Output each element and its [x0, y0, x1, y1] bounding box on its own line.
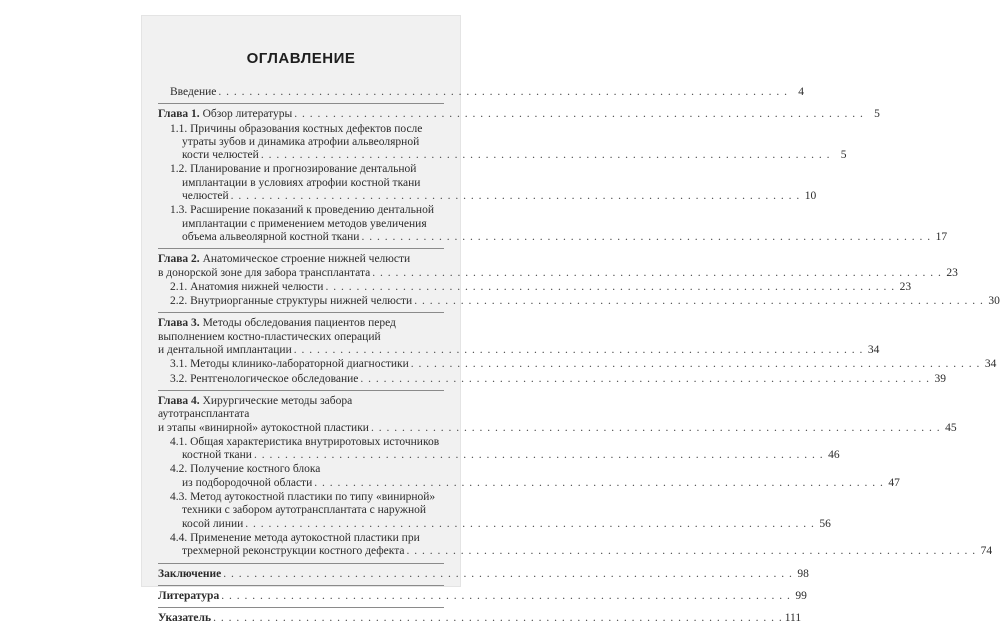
- toc-page-number: 99: [795, 589, 807, 602]
- dot-leader: [218, 86, 788, 99]
- toc-page-number: 34: [984, 358, 997, 371]
- toc-page-number: 74: [980, 545, 993, 558]
- dot-leader: [294, 344, 864, 357]
- dot-leader: [213, 612, 783, 625]
- toc-page-number: 45: [945, 421, 957, 434]
- toc-entry-literature[interactable]: [158, 589, 807, 603]
- toc-section-1-1[interactable]: [158, 122, 847, 163]
- chapter-title-line: и этапы «винирной» аутокостной пластики: [158, 421, 369, 434]
- section-title-line: 3.2. Рентгенологическое обследование: [170, 372, 359, 385]
- divider: [158, 563, 444, 564]
- toc-entry-label: Указатель: [158, 612, 212, 625]
- dot-leader: [254, 449, 824, 462]
- toc-entry-intro[interactable]: [158, 86, 804, 99]
- dot-leader: [361, 231, 931, 244]
- toc-page-number: 4: [798, 86, 804, 98]
- chapter-label: Глава 4.: [158, 394, 200, 407]
- toc-entry-label: Введение: [170, 86, 217, 98]
- section-title-line: объема альвеолярной костной ткани: [182, 230, 360, 243]
- toc-section-4-1[interactable]: [158, 435, 840, 463]
- section-title-line: 4.4. Применение метода аутокостной пластики при: [170, 531, 420, 544]
- dot-leader: [411, 358, 981, 371]
- toc-page-number: 5: [874, 108, 880, 121]
- chapter-title: Анатомическое строение нижней челюсти: [202, 253, 411, 266]
- toc-page-number: 111: [784, 612, 802, 625]
- toc-page-number: 30: [988, 295, 1000, 308]
- chapter-title-line: выполнением костно-пластических операций: [158, 330, 381, 343]
- toc-chapter-2[interactable]: [158, 253, 958, 280]
- dot-leader: [294, 108, 864, 121]
- toc-section-4-3[interactable]: [158, 491, 831, 531]
- toc-page-number: 39: [934, 372, 947, 385]
- divider: [158, 390, 444, 391]
- section-title-line: 1.2. Планирование и прогнозирование дентальной: [170, 163, 417, 176]
- toc-chapter-1[interactable]: [158, 108, 880, 121]
- toc-page-number: 56: [819, 517, 831, 530]
- dot-leader: [245, 518, 815, 531]
- dot-leader: [372, 267, 942, 280]
- toc-page-number: 10: [804, 190, 817, 203]
- divider: [158, 312, 444, 313]
- toc-page-number: 23: [946, 266, 958, 279]
- dot-leader: [406, 545, 976, 558]
- section-title-line: имплантации с применением методов увеличения: [182, 217, 427, 230]
- toc-section-2-2[interactable]: [158, 295, 1000, 308]
- toc-section-3-1[interactable]: [158, 358, 997, 371]
- chapter-title-line: в донорской зоне для забора трансплантата: [158, 266, 371, 279]
- chapter-label: Глава 2.: [158, 253, 200, 266]
- toc-page-number: 47: [888, 476, 900, 489]
- section-title-line: из подбородочной области: [182, 476, 313, 489]
- toc-entry-conclusion[interactable]: [158, 567, 809, 581]
- chapter-title: Хирургические методы забора аутотрансплантата: [158, 394, 353, 421]
- section-title-line: имплантации в условиях атрофии костной ткани: [182, 176, 421, 189]
- section-title-line: челюстей: [182, 190, 229, 203]
- toc-section-1-2[interactable]: [158, 163, 817, 203]
- toc-section-1-3[interactable]: [158, 204, 948, 244]
- dot-leader: [231, 190, 801, 203]
- dot-leader: [325, 281, 895, 294]
- toc-entry-label: Литература: [158, 589, 220, 602]
- section-title-line: 1.3. Расширение показаний к проведению дентальной: [170, 204, 434, 217]
- dot-leader: [371, 422, 941, 435]
- page-title: ОГЛАВЛЕНИЕ: [246, 50, 356, 67]
- toc-page-number: 17: [935, 230, 948, 243]
- toc-page-number: 34: [867, 344, 880, 357]
- chapter-title-line: и дентальной имплантации: [158, 344, 292, 357]
- toc-page-number: 23: [899, 280, 912, 293]
- toc-page-number: 5: [840, 149, 847, 162]
- divider: [158, 607, 444, 608]
- chapter-label: Глава 3.: [158, 317, 200, 330]
- toc-page-number: 98: [797, 567, 809, 580]
- divider: [158, 103, 444, 104]
- dot-leader: [360, 373, 930, 386]
- dot-leader: [223, 568, 793, 581]
- dot-leader: [414, 295, 984, 308]
- toc-chapter-3[interactable]: [158, 317, 880, 357]
- toc-chapter-4[interactable]: [158, 394, 957, 435]
- section-title-line: 4.1. Общая характеристика внутриротовых источников: [170, 435, 440, 448]
- section-title-line: утраты зубов и динамика атрофии альвеолярной: [182, 135, 420, 148]
- toc-section-4-4[interactable]: [158, 531, 993, 559]
- table-of-contents: [158, 86, 1000, 626]
- book-page: [142, 16, 1000, 625]
- section-title-line: кости челюстей: [182, 149, 259, 162]
- divider: [158, 585, 444, 586]
- toc-section-4-2[interactable]: [158, 463, 900, 490]
- dot-leader: [261, 149, 831, 162]
- section-title-line: техники с забором аутотрансплантата с наружной: [182, 504, 427, 517]
- section-title-line: 3.1. Методы клинико-лабораторной диагностики: [170, 358, 409, 371]
- divider: [158, 248, 444, 249]
- section-title-line: 2.1. Анатомия нижней челюсти: [170, 280, 324, 293]
- chapter-title: Методы обследования пациентов перед: [202, 317, 396, 330]
- section-title-line: 4.2. Получение костного блока: [170, 463, 321, 476]
- chapter-title: Обзор литературы: [202, 108, 293, 121]
- section-title-line: косой линии: [182, 517, 244, 530]
- section-title-line: 1.1. Причины образования костных дефектов после: [170, 122, 423, 135]
- section-title-line: 2.2. Внутриорганные структуры нижней челюсти: [170, 295, 413, 308]
- dot-leader: [314, 477, 884, 490]
- toc-section-3-2[interactable]: [158, 372, 947, 386]
- section-title-line: костной ткани: [182, 449, 252, 462]
- chapter-label: Глава 1.: [158, 108, 200, 121]
- dot-leader: [221, 590, 791, 603]
- section-title-line: трехмерной реконструкции костного дефекта: [182, 545, 405, 558]
- toc-section-2-1[interactable]: [158, 280, 912, 294]
- toc-entry-index[interactable]: [158, 612, 802, 625]
- section-title-line: 4.3. Метод аутокостной пластики по типу «винирной»: [170, 491, 436, 504]
- toc-entry-label: Заключение: [158, 567, 222, 580]
- toc-page-number: 46: [828, 449, 840, 462]
